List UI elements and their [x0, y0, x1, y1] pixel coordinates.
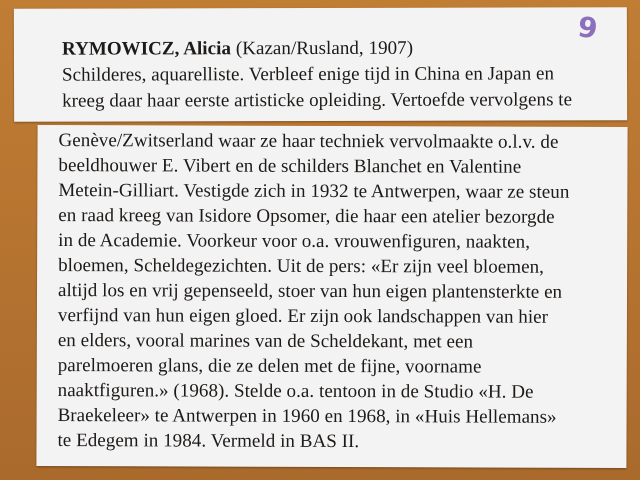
text-line: verfijnd van hun eigen gloed. Er zijn ook landschappen van hier: [57, 305, 549, 328]
text-line: en raad kreeg van Isidore Opsomer, die haar een atelier bezorgde: [58, 205, 555, 228]
page-number-mark: 9: [575, 10, 600, 46]
text-line: bloemen, Scheldegezichten. Uit de pers: «Er zijn veel bloemen,: [58, 255, 544, 278]
text-line: kreeg daar haar eerste artisticke opleiding. Vertoefde vervolgens te: [62, 89, 573, 112]
artist-origin: (Kazan/Rusland, 1907): [235, 37, 414, 60]
text-line: Braekeleer» te Antwerpen in 1960 en 1968, in «Huis Hellemans»: [57, 405, 557, 428]
text-line: te Edegem in 1984. Vermeld in BAS II.: [57, 430, 360, 453]
artist-name: RYMOWICZ, Alicia: [61, 38, 232, 60]
bottom-clipping: [36, 125, 627, 468]
text-line: Metein-Gilliart. Vestigde zich in 1932 te Antwerpen, waar ze steun: [58, 180, 570, 203]
text-line: parelmoeren glans, die ze delen met de fijne, voorname: [57, 355, 482, 378]
text-line: Schilderes, aquarelliste. Verbleef enige tijd in China en Japan en: [61, 63, 555, 86]
text-line: en elders, vooral marines van de Scheldekant, met een: [57, 330, 474, 353]
text-line: Genève/Zwitserland waar ze haar techniek vervolmaakte o.l.v. de: [58, 130, 559, 153]
text-line: beeldhouwer E. Vibert en de schilders Blanchet en Valentine: [58, 155, 522, 178]
top-clipping: [14, 7, 627, 122]
text-line: altijd los en vrij gepenseeld, stoer van hun eigen plantensterkte en: [57, 280, 563, 303]
text-line: in de Academie. Voorkeur voor o.a. vrouwenfiguren, naakten,: [58, 230, 531, 253]
text-line: naaktfiguren.» (1968). Stelde o.a. tentoon in de Studio «H. De: [57, 380, 534, 403]
entry-heading: [62, 38, 413, 60]
